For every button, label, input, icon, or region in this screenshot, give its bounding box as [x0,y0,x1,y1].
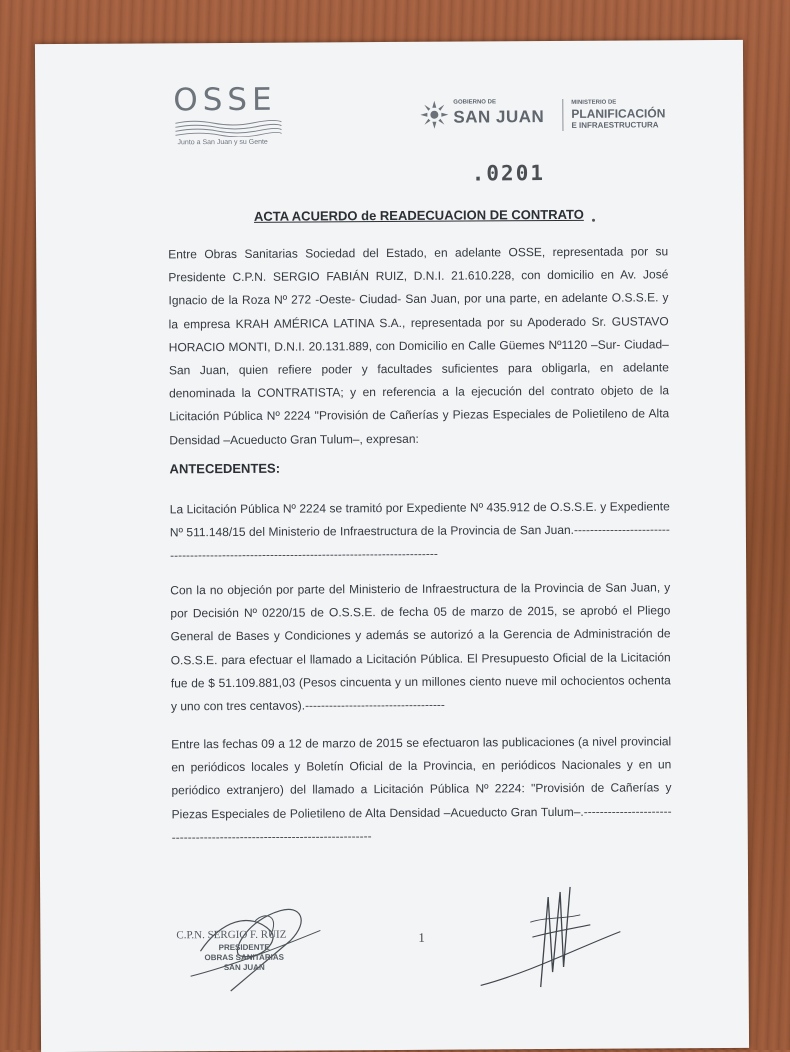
antecedentes-paragraph-2: Con la no objeción por parte del Ministerio de Infraestructura de la Provincia de San Juan, y por Decisión Nº 0220/15 de O.S.S.E. de fecha 05 de marzo de 2015, se aprobó el Pliego General de Bases y Condiciones y además se autorizó a la Gerencia de Administración de O.S.S.E. para efectuar el llamado a Licitación Pública. El Presupuesto Oficial de la Licitación fue de $ 51.109.881,03 (Pesos cincuenta y un millones ciento nueve mil ochocientos ochenta y uno con tres centavos).----------------------------------- [170,580,671,714]
osse-tagline: Junto a San Juan y su Gente [177,138,268,147]
ministry-name: PLANIFICACIÓN [571,106,666,121]
ink-dot [592,219,595,222]
page-number: 1 [418,929,425,945]
role-line-3: SAN JUAN [223,962,265,973]
osse-logo [173,83,293,147]
folio-stamp: .0201 [471,161,546,186]
antecedentes-paragraph-1: La Licitación Pública Nº 2224 se tramitó por Expediente Nº 435.912 de O.S.S.E. y Expediente Nº 511.148/15 del Ministerio de Infraestructura de la Provincia de San Juan.------------------------------------------------------------------------------------------- [169,499,670,563]
contractor-signature-icon [470,877,631,998]
osse-logo-text: OSSE [173,81,277,119]
document-page [35,40,749,1052]
government-logo [419,96,669,138]
antecedentes-paragraph-3: Entre las fechas 09 a 12 de marzo de 2015 se efectuaron las publicaciones (a nivel provincial en periódicos locales y Boletín Oficial de la Provincia, en periódicos Nacionales y en un periódico extranjero) del llamado a Licitación Pública Nº 2224: "Provisión de Cañerías y Piezas Especiales de Polietileno de Alta Densidad –Acueducto Gran Tulum–.------------------------------------------------------------------------ [171,734,672,845]
role-line-1: PRESIDENTE [218,942,270,953]
sun-emblem-icon [419,100,449,130]
wave-icon [173,119,283,138]
intro-paragraph: Entre Obras Sanitarias Sociedad del Estado, en adelante OSSE, representada por su Presidente C.P.N. SERGIO FABIÁN RUIZ, D.N.I. 21.610.228, con domicilio en Av. José Ignacio de la Roza Nº 272 -Oeste- Ciudad- San Juan, por una parte, en adelante O.S.S.E. y la empresa KRAH AMÉRICA LATINA S.A., representada por su Apoderado Sr. GUSTAVO HORACIO MONTI, D.N.I. 20.131.889, con Domicilio en Calle Güemes Nº1120 –Sur- Ciudad– San Juan, quien refiere poder y facultades suficientes para obligarla, en adelante denominada la CONTRATISTA; y en referencia a la ejecución del contrato objeto de la Licitación Pública Nº 2224 "Provisión de Cañerías y Piezas Especiales de Polietileno de Alta Densidad –Acueducto Gran Tulum–, expresan: [168,244,670,447]
ministry-label: MINISTERIO DE [571,99,617,106]
president-signature-block [170,880,331,1001]
ministry-subname: E INFRAESTRUCTURA [571,120,659,130]
signatory-role [204,943,284,973]
document-title: ACTA ACUERDO de READECUACION DE CONTRATO [253,206,584,224]
government-label: GOBIERNO DE [453,99,496,106]
role-line-2: OBRAS SANITARIAS [204,952,284,963]
signatory-name: C.P.N. SERGIO F. RUIZ [176,928,287,942]
province-name: SAN JUAN [453,107,545,127]
section-heading: ANTECEDENTES: [169,460,281,477]
logo-divider [562,99,563,131]
